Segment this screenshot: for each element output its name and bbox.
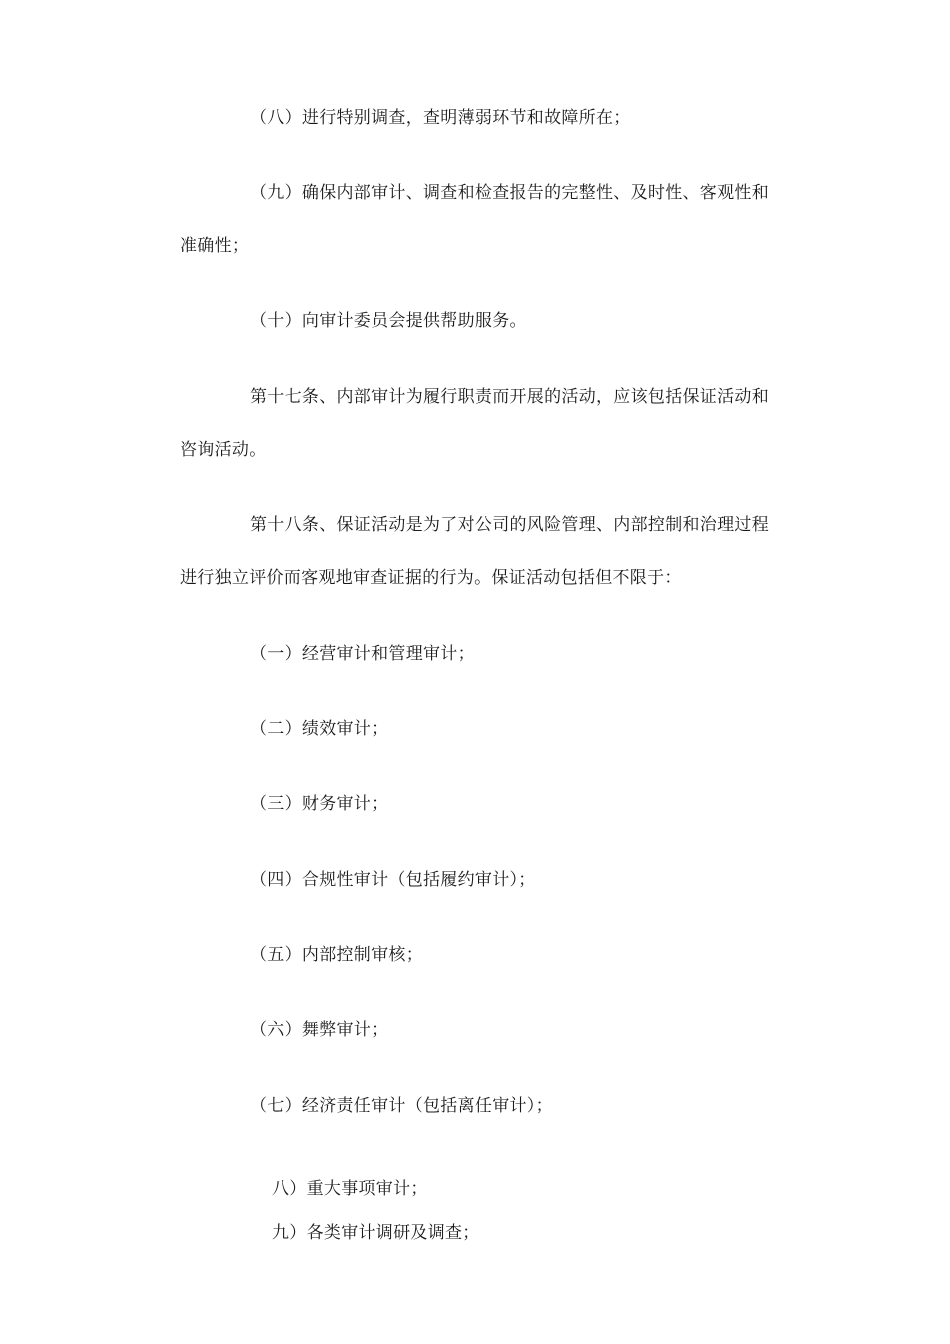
article-17-line-1: 第十七条、内部审计为履行职责而开展的活动，应该包括保证活动和 [250, 387, 769, 407]
assurance-item: （七）经济责任审计（包括离任审计）； [250, 1096, 553, 1116]
assurance-item: 九）各类审计调研及调查； [272, 1223, 480, 1243]
assurance-item: （二）绩效审计； [250, 719, 389, 739]
item-8: （八）进行特别调查，查明薄弱环节和故障所在； [250, 108, 631, 128]
assurance-item: （四）合规性审计（包括履约审计）； [250, 870, 536, 890]
article-18-line-1: 第十八条、保证活动是为了对公司的风险管理、内部控制和治理过程 [250, 515, 769, 535]
assurance-item: 八）重大事项审计； [272, 1179, 428, 1199]
assurance-item: （六）舞弊审计； [250, 1020, 389, 1040]
item-9-line-1: （九）确保内部审计、调查和检查报告的完整性、及时性、客观性和 [250, 183, 769, 203]
article-17-line-2: 咨询活动。 [180, 440, 267, 460]
assurance-item: （一）经营审计和管理审计； [250, 644, 475, 664]
article-18-line-2: 进行独立评价而客观地审查证据的行为。保证活动包括但不限于： [180, 568, 682, 588]
item-9-line-2: 准确性； [180, 236, 250, 256]
item-10: （十）向审计委员会提供帮助服务。 [250, 311, 527, 331]
assurance-item: （五）内部控制审核； [250, 945, 423, 965]
assurance-item: （三）财务审计； [250, 794, 389, 814]
